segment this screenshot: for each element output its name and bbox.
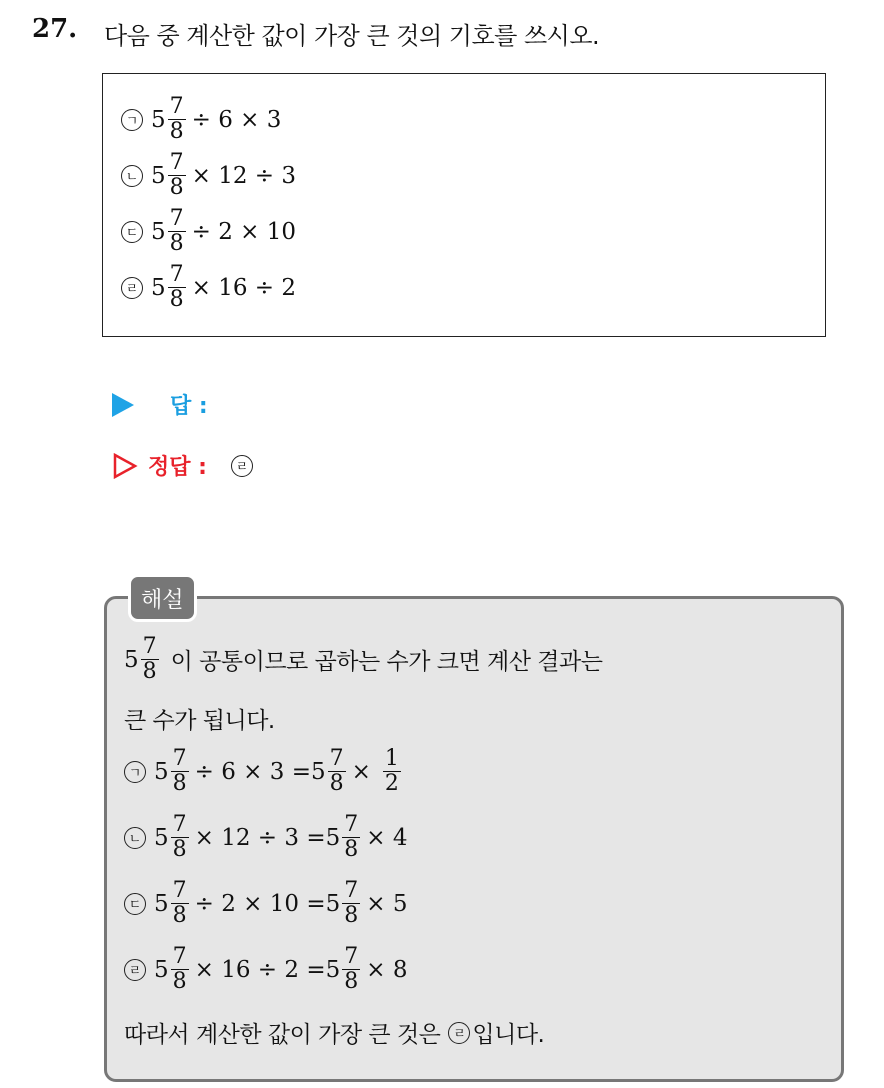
whole-number: 5 [151, 106, 166, 133]
option-mark: ㄷ [124, 893, 146, 915]
outline-triangle-icon [112, 453, 138, 479]
conclusion-suffix: 입니다. [472, 1022, 545, 1048]
answer-label: 답 : [170, 394, 208, 419]
conclusion-mark: ㄹ [448, 1022, 470, 1044]
explanation-line-d [124, 946, 407, 993]
fraction: $\frac{7}{8}$ [172, 746, 187, 796]
explanation-tag: 해설 [128, 574, 197, 622]
fraction: $\frac{7}{8}$ [344, 944, 359, 994]
question-number: 27. [32, 14, 78, 44]
option-a [121, 96, 281, 143]
explanation-line-c [124, 880, 407, 927]
option-mark: ㄴ [124, 827, 146, 849]
fraction: $\frac{7}{8}$ [172, 944, 187, 994]
whole-number: 5 [151, 274, 166, 301]
fraction: $\frac{7}{8}$ [169, 150, 184, 200]
correct-answer-row [112, 450, 261, 481]
whole-number: 5 [151, 218, 166, 245]
calc-tail: × [351, 758, 371, 785]
question-text: 다음 중 계산한 값이 가장 큰 것의 기호를 쓰시오. [104, 22, 600, 50]
option-expression: ÷ 2 × 10 [191, 218, 297, 245]
explanation-line-b [124, 814, 407, 861]
answer-row [112, 389, 208, 420]
fraction: $\frac{7}{8}$ [142, 634, 157, 684]
option-mark: ㄹ [124, 959, 146, 981]
correct-answer-label: 정답 : [148, 455, 207, 480]
option-expression: × 16 ÷ 2 [191, 274, 297, 301]
calc-expression: ÷ 2 × 10 =5 [194, 890, 341, 917]
fraction: $\frac{7}{8}$ [169, 94, 184, 144]
option-mark: ㄷ [121, 221, 143, 243]
option-mark: ㄴ [121, 165, 143, 187]
explanation-text: 이 공통이므로 곱하는 수가 크면 계산 결과는 [170, 649, 603, 675]
options-box [102, 73, 826, 337]
calc-expression: × 12 ÷ 3 =5 [194, 824, 341, 851]
option-expression: × 12 ÷ 3 [191, 162, 297, 189]
option-mark: ㄱ [121, 109, 143, 131]
calc-expression: × 16 ÷ 2 =5 [194, 956, 341, 983]
calc-expression: ÷ 6 × 3 =5 [194, 758, 326, 785]
whole-number: 5 [154, 824, 169, 851]
whole-number: 5 [154, 956, 169, 983]
calc-tail: × 4 [366, 824, 408, 851]
fraction: $\frac{7}{8}$ [169, 262, 184, 312]
conclusion-text: 따라서 계산한 값이 가장 큰 것은 [124, 1022, 441, 1048]
option-mark: ㄱ [124, 761, 146, 783]
calc-tail: × 5 [366, 890, 408, 917]
explanation-intro [124, 636, 602, 683]
fraction: $\frac{7}{8}$ [172, 812, 187, 862]
calc-tail: × 8 [366, 956, 408, 983]
whole-number: 5 [151, 162, 166, 189]
whole-number: 5 [154, 758, 169, 785]
fraction: $\frac{1}{2}$ [384, 746, 399, 796]
fraction: $\frac{7}{8}$ [344, 878, 359, 928]
explanation-text-2: 큰 수가 됩니다. [124, 708, 275, 734]
explanation-conclusion [124, 1016, 544, 1049]
option-mark: ㄹ [121, 277, 143, 299]
fraction: $\frac{7}{8}$ [169, 206, 184, 256]
option-expression: ÷ 6 × 3 [191, 106, 282, 133]
option-c [121, 208, 296, 255]
fraction: $\frac{7}{8}$ [172, 878, 187, 928]
play-triangle-icon [112, 393, 134, 417]
whole-number: 5 [124, 646, 139, 673]
option-d [121, 264, 296, 311]
fraction: $\frac{7}{8}$ [344, 812, 359, 862]
explanation-line-a [124, 748, 407, 795]
option-b [121, 152, 296, 199]
fraction: $\frac{7}{8}$ [329, 746, 344, 796]
correct-answer-mark: ㄹ [231, 455, 253, 477]
whole-number: 5 [154, 890, 169, 917]
